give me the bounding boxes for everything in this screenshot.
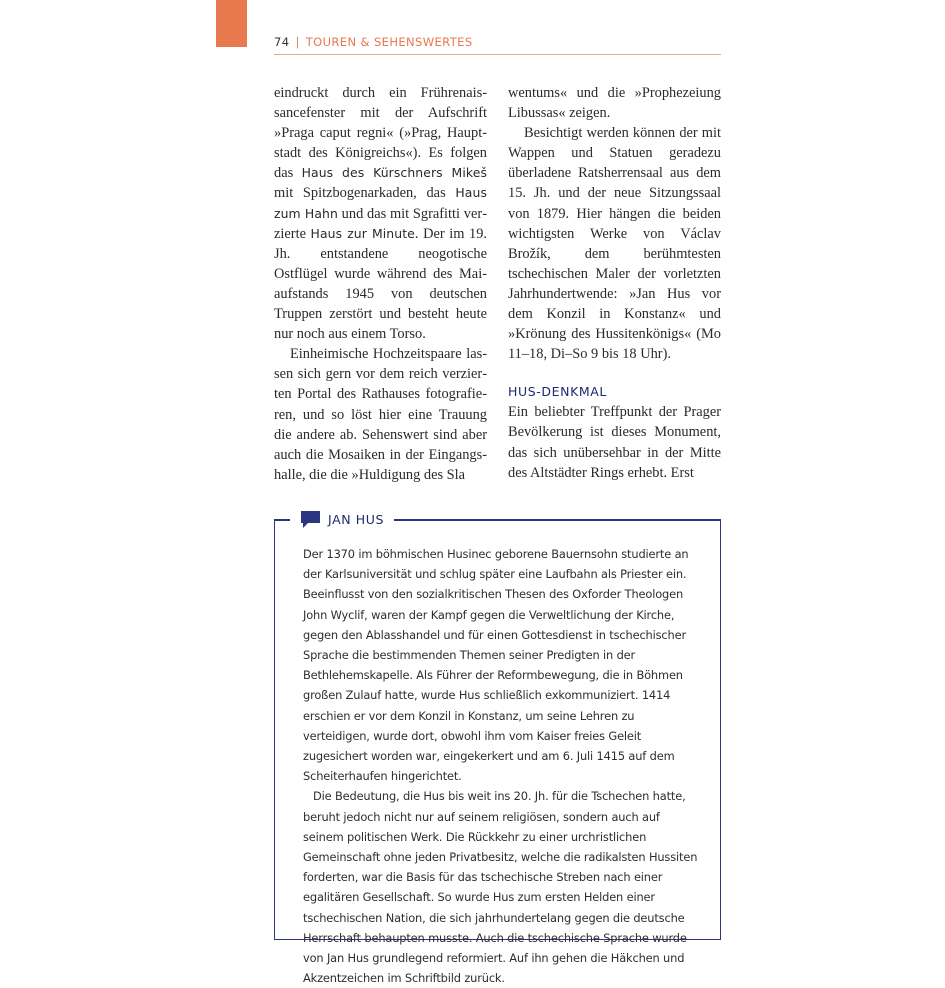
- info-box-body: [303, 544, 703, 988]
- text-run: und das mit Sgrafitti verzierte: [274, 205, 487, 242]
- left-paragraph-1: [274, 83, 487, 344]
- running-head: [274, 35, 721, 49]
- section-heading-hus-denkmal: HUS-DENKMAL: [508, 384, 607, 400]
- right-paragraph-1: wentums« und die »Prophezeiung Libussas« zeigen.: [508, 85, 721, 122]
- right-paragraph-3: Ein beliebter Treffpunkt der Prager Bevölkerung ist dieses Monument, das sich unübersehbar in der Mitte des Altstädter Rings erhebt. Erst: [508, 404, 721, 481]
- info-box-title-text: JAN HUS: [328, 512, 385, 527]
- info-box-title: [301, 511, 384, 528]
- right-column: [508, 83, 721, 483]
- speech-bubble-icon: [301, 511, 320, 528]
- highlight-house-mikes: Haus des Kürschners Mikeš: [301, 165, 487, 181]
- header-separator: |: [295, 35, 300, 49]
- text-run: mit Spitzbogenarkaden, das: [274, 185, 456, 202]
- right-paragraph-2: Besichtigt werden können der mit Wappen und Statuen geradezu überladene Ratsherrensaal aus dem 15. Jh. und der neue Sitzungssaal von 1879. Hier hängen die beiden wichtigsten Werke von Václav Brožík, dem berühmtesten tschechischen Maler der vorletzten Jahrhundertwende: »Jan Hus vor dem Konzil in Konstanz« und »Krönung des Hussitenkönigs« (Mo 11–18, Di–So 9 bis 18 Uhr).: [508, 125, 721, 363]
- page-number: 74: [274, 35, 290, 49]
- info-paragraph-2: Die Bedeutung, die Hus bis weit ins 20. Jh. für die Tschechen hatte, beruht jedoch nicht nur auf seinem religiösen, sondern auch auf seinem politischen Werk. Die Rückkehr zu einer urchristlichen Gemeinschaft ohne jeden Privatbesitz, welche die radikalsten Hussiten forderten, war die Basis für das tschechische Streben nach einer egalitären Gesellschaft. So wurde Hus zum ersten Helden einer tschechischen Nation, die sich jahrhundertelang gegen die deutsche Herrschaft behaupten musste. Auch die tschechische Sprache wurde von Jan Hus grundlegend reformiert. Auf ihn gehen die Häkchen und Akzentzeichen im Schriftbild zurück.: [303, 789, 698, 986]
- info-box-top-border-left: [274, 519, 290, 521]
- info-paragraph-1: Der 1370 im böhmischen Husinec geborene Bauernsohn studierte an der Karlsuniversität und schlug später eine Laufbahn als Priester ein. Beeinflusst von den sozialkritischen Thesen des Oxforder Theologen John Wyclif, waren der Kampf gegen die Verweltlichung der Kirche, gegen den Ablasshandel und für einen Gottesdienst in tschechischer Sprache die bestimmenden Themen seiner Predigten in der Bethlehemskapelle. Als Führer der Reformbewegung, die in Böhmen großen Zulauf hatte, wurde Hus schließlich exkommuniziert. 1414 erschien er vor dem Konzil in Konstanz, um seine Lehren zu verteidigen, wurde dort, obwohl ihm vom Kaiser freies Geleit zugesichert worden war, eingekerkert und am 6. Juli 1415 auf dem Scheiterhaufen hingerichtet.: [303, 547, 689, 784]
- left-paragraph-2: Einheimische Hochzeitspaare lassen sich gern vor dem reich verzierten Portal des Rathauses fotografieren, und so löst hier eine Trauung die andere ab. Sehenswert sind aber auch die Mosaiken in der Eingangshalle, die die »Huldigung des Sla: [274, 346, 487, 483]
- text-run: eindruckt durch ein Frührenaissancefenster mit der Aufschrift »Praga caput regni« (»Prag, Hauptstadt des Königreichs«). Es folgen das: [274, 85, 487, 182]
- info-box-top-border-right: [394, 519, 721, 521]
- header-rule: [274, 54, 721, 55]
- text-run: . Der im 19. Jh. entstandene neogotische Ostflügel wurde während des Maiaufstands 1945 von deutschen Truppen zerstört und besteht heute nur noch aus einem Torso.: [274, 225, 487, 343]
- highlight-house-hahn: Haus zum Hahn: [274, 185, 487, 221]
- section-title: TOUREN & SEHENSWERTES: [305, 35, 473, 49]
- page-tab-marker: [216, 0, 247, 47]
- highlight-house-minute: Haus zur Minute: [310, 225, 415, 241]
- left-column: [274, 83, 487, 485]
